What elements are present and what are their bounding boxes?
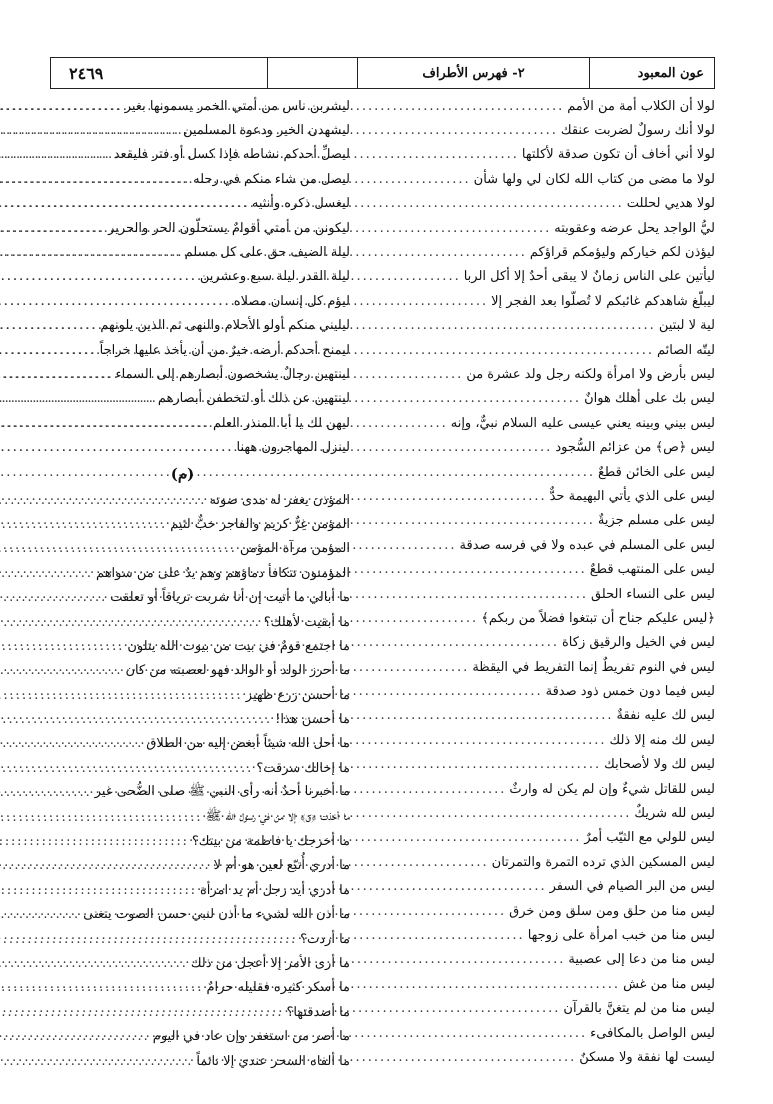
index-entry <box>380 460 715 484</box>
entry-text: ليليني منكم أولو الأحلام والنهى ثم الذين يلونهم <box>100 318 350 334</box>
dot-leader <box>0 590 110 605</box>
index-entry <box>380 875 715 899</box>
index-entry <box>15 216 350 240</box>
entry-text: ما أبقيت لأهلك؟ <box>263 614 350 630</box>
index-entry <box>380 1045 715 1069</box>
entry-text: ما أذن الله لشيء ما أذن لنبي حسن الصوت يتغنى <box>83 907 350 923</box>
index-entry <box>380 167 715 191</box>
entry-text: ليس على مسلم جزيةٌ <box>597 513 715 529</box>
index-entry <box>15 976 350 1000</box>
index-entry <box>15 561 350 585</box>
entry-text: ليس لك ولا لأصحابك <box>604 757 715 773</box>
index-entry <box>380 289 715 313</box>
dot-leader <box>0 712 275 727</box>
index-entry <box>380 557 715 581</box>
entry-text: لولا أن الكلاب أمة من الأمم <box>567 98 715 114</box>
index-entry <box>15 512 350 536</box>
entry-text: لينتهين عن ذلك أو لتخطفن أبصارهم <box>157 391 350 407</box>
entry-text: ما أدري أُتبّع لعين هو أم لا <box>213 858 350 874</box>
entry-text: ليس المسكين الذي ترده التمرة والتمرتان <box>491 854 715 870</box>
index-entry <box>15 634 350 658</box>
index-entry <box>15 143 350 167</box>
index-entry <box>380 679 715 703</box>
entry-text: ما أردت؟ <box>300 931 350 947</box>
index-entry <box>380 801 715 825</box>
entry-text: ليؤم كل إنسان مصلاه <box>233 293 350 309</box>
index-entry <box>380 655 715 679</box>
entry-text: ما أحل الله شيئاً أبغض إليه من الطلاق <box>146 736 350 752</box>
entry-text: المؤذن يغفر له مدى صوته <box>209 492 350 508</box>
index-entry <box>380 850 715 874</box>
index-entry <box>15 488 350 512</box>
entry-text: ما أحرز الولد أو الوالد فهو لعصبته من كان <box>125 663 350 679</box>
entry-text: ليس بأرض ولا امرأة ولكنه رجل ولد عشرة من <box>466 366 715 382</box>
index-entry <box>15 707 350 731</box>
entry-text: ليس ﴿ص﴾ من عزائم السُّجود <box>555 440 715 456</box>
index-entry <box>380 753 715 777</box>
entry-text: لولا ما مضى من كتاب الله لكان لي ولها شأن <box>473 171 715 187</box>
entry-text: ما أخذت ﴿ق﴾ إلا من في رسول الله ﷺ <box>205 808 350 824</box>
dot-leader <box>0 980 207 995</box>
index-entry <box>15 265 350 289</box>
entry-text: ما أحسن زرع ظهير <box>245 687 350 703</box>
index-entry <box>15 362 350 386</box>
dot-leader <box>0 615 264 630</box>
entry-text: ليشربن ناس من أمتي الخمر يسمونها بغير <box>124 98 350 114</box>
index-entry <box>380 411 715 435</box>
index-entry <box>15 387 350 411</box>
entry-text: ليست لها نفقة ولا مسكنٌ <box>579 1049 715 1065</box>
entry-text: ليس منا من لم يتغنَّ بالقرآن <box>563 1001 715 1017</box>
entry-text: ليس على الخائن قطعٌ <box>598 464 715 480</box>
index-entry <box>380 484 715 508</box>
entry-text: ما أحسن هذا! <box>275 712 350 728</box>
page-header <box>50 57 715 89</box>
dot-leader <box>0 367 116 382</box>
dot-leader <box>0 639 127 654</box>
dot-leader <box>0 440 237 455</box>
index-entry <box>15 585 350 609</box>
dot-leader <box>0 541 240 556</box>
index-entry <box>15 732 350 756</box>
entry-text: ليبلّغ شاهدكم غائبكم لا تُصلّوا بعد الفجر إلا <box>491 293 715 309</box>
dot-leader <box>0 1029 153 1044</box>
entry-text: ما أصدقتها؟ <box>286 1004 350 1020</box>
left-column-top <box>15 94 350 460</box>
index-entry <box>15 1024 350 1048</box>
dot-leader <box>0 172 193 187</box>
index-entry <box>15 167 350 191</box>
index-entry <box>380 948 715 972</box>
entry-text: ليس على الذي يأتي البهيمة حدٌّ <box>549 488 715 504</box>
index-entry <box>380 216 715 240</box>
dot-leader <box>0 416 213 431</box>
entry-text: المؤمن غِرٌّ كريم والفاجر خبٌّ لئيم <box>170 516 350 532</box>
dot-leader <box>0 688 246 703</box>
entry-text: ما اجتمع قومٌ في بيت من بيوت الله يتلون <box>127 638 350 654</box>
dot-leader <box>0 343 100 358</box>
dot-leader <box>0 956 191 971</box>
index-entry <box>15 192 350 216</box>
book-title: عون المعبود <box>589 58 714 88</box>
dot-leader <box>0 566 96 581</box>
entry-text: ليس على النساء الحلق <box>590 586 715 602</box>
index-entry <box>380 94 715 118</box>
entry-text: ليس الواصل بالمكافىء <box>590 1025 715 1041</box>
index-entry <box>15 338 350 362</box>
index-entry <box>380 338 715 362</box>
left-column <box>15 94 350 1073</box>
index-entry <box>15 951 350 975</box>
index-entry <box>15 411 350 435</box>
index-entry <box>15 659 350 683</box>
entry-text: ما أبالي ما أتيت إن أنا شربت ترياقاً أو تعلقت <box>110 590 350 606</box>
entry-text: ليس في الخيل والرقيق زكاة <box>561 635 715 651</box>
dot-leader <box>0 318 100 333</box>
dot-leader <box>0 245 185 260</box>
entry-text: ليمنح أحدكم أرضه خيرٌ من أن يأخذ عليها خراجاً <box>99 342 350 358</box>
dot-leader <box>0 785 95 800</box>
entry-text: ما أخرجك يا فاطمة من بيتك؟ <box>191 834 350 850</box>
entry-text: ليؤذن لكم خياركم وليؤمكم قراؤكم <box>529 245 715 261</box>
entry-text: ليس بيني وبينه يعني عيسى عليه السلام نبيٌّ، وإنه <box>450 415 715 431</box>
dot-leader <box>0 1005 286 1020</box>
entry-text: ليس لله شريكٌ <box>634 806 715 822</box>
dot-leader <box>0 761 256 776</box>
dot-leader <box>0 196 252 211</box>
index-entry <box>380 899 715 923</box>
entry-text: لينتهين رجالٌ يشخصون أبصارهم إلى السماء <box>115 366 350 382</box>
index-entry <box>380 509 715 533</box>
entry-text: ليس على المسلم في عبده ولا في فرسه صدقة <box>459 537 715 553</box>
dot-leader <box>0 99 125 114</box>
index-entry <box>15 854 350 878</box>
dot-leader <box>0 810 206 825</box>
entry-text: ﴿ليس عليكم جناح أن تبتغوا فضلاً من ربكم﴾ <box>481 610 715 626</box>
entry-text: ليس للولي مع الثيّب أمرٌ <box>584 830 715 846</box>
entry-text: لولا هديي لحللت <box>626 196 715 212</box>
dot-leader <box>0 858 214 873</box>
entry-text: ليس لك منه إلا ذلك <box>609 732 715 748</box>
dot-leader <box>0 221 108 236</box>
index-entry <box>380 631 715 655</box>
entry-text: ما أدري أيد رجل أم يد امرأة <box>199 882 350 898</box>
entry-text: لولا أنك رسولٌ لضربت عنقك <box>560 123 715 139</box>
index-entry <box>15 781 350 805</box>
index-entry <box>380 314 715 338</box>
entry-text: ما أصر من استغفر وإن عاد في اليوم <box>152 1029 350 1045</box>
entry-text: ليس منا من خبب امرأة على زوجها <box>527 927 715 943</box>
entry-text: ليتّه الصائم <box>657 342 715 358</box>
index-entry <box>380 972 715 996</box>
index-entry <box>380 192 715 216</box>
index-entry <box>380 143 715 167</box>
index-entry <box>15 94 350 118</box>
entry-text: ما ألفاه السحر عندي إلا نائماً <box>196 1053 350 1069</box>
index-entry <box>380 996 715 1020</box>
dot-leader <box>0 834 192 849</box>
index-entry <box>380 362 715 386</box>
dot-leader <box>0 932 300 947</box>
index-entry <box>15 610 350 634</box>
index-entry <box>380 826 715 850</box>
index-entry <box>380 240 715 264</box>
entry-text: ليلة الضيف حق على كل مسلم <box>184 245 350 261</box>
index-entry <box>15 537 350 561</box>
dot-leader <box>0 147 114 162</box>
entry-text: ما أرى الأمر إلا أعجل من ذلك <box>190 955 350 971</box>
entry-text: ليصلِّ أحدكم نشاطه فإذا كسل أو فتر فليقعد <box>113 147 350 163</box>
header-empty-cell <box>267 58 357 88</box>
entry-text: ليأتين على الناس زمانٌ لا يبقى أحدٌ إلا أكل الربا <box>463 269 715 285</box>
index-entry <box>380 582 715 606</box>
entry-text: ليكونن من أمتي أقوامٌ يستحلّون الحر والحرير <box>108 220 350 236</box>
index-entry <box>15 829 350 853</box>
index-entry <box>15 756 350 780</box>
index-entry <box>15 435 350 459</box>
index-entry <box>15 927 350 951</box>
left-column-bottom <box>15 488 350 1073</box>
section-heading: (م) <box>170 464 195 483</box>
index-entry <box>380 435 715 459</box>
index-entry <box>15 289 350 313</box>
index-entry <box>380 265 715 289</box>
dot-leader <box>0 294 234 309</box>
entry-text: ليس منا من حلق ومن سلق ومن خرق <box>509 903 715 919</box>
index-entry <box>380 777 715 801</box>
entry-text: ليصل من شاء منكم في رحله <box>193 171 350 187</box>
index-entry <box>15 118 350 142</box>
index-entry <box>380 533 715 557</box>
dot-leader <box>0 663 125 678</box>
entry-text: ليُّ الواجد يحل عرضه وعقوبته <box>554 220 715 236</box>
entry-text: ليلة القدر ليلة سبع وعشرين <box>199 269 350 285</box>
index-entry <box>380 728 715 752</box>
entry-text: المؤمن مرآة المؤمن <box>239 541 350 557</box>
entry-text: ليس بك على أهلك هوانٌ <box>584 391 715 407</box>
entry-text: ليس منا من دعا إلى عصبية <box>568 952 715 968</box>
entry-text: لية لا لبتين <box>658 318 715 334</box>
entry-text: ليس للقاتل شيءٌ وإن لم يكن له وارثٌ <box>509 781 715 797</box>
entry-text: ليشهدن الخير ودعوة المسلمين <box>183 123 350 139</box>
entry-text: ليس لك عليه نفقةٌ <box>616 708 715 724</box>
entry-text: ليهن لك يا أبا المنذر العلم <box>212 415 350 431</box>
entry-text: ما إخالك سرقت؟ <box>256 760 350 776</box>
index-entry <box>15 1049 350 1073</box>
page-number: ٢٤٦٩ <box>69 63 104 83</box>
dot-leader <box>0 123 183 138</box>
index-entry <box>15 1000 350 1024</box>
entry-text: ليغسل ذكره وأنثيه <box>251 196 350 212</box>
dot-leader <box>0 883 200 898</box>
entry-text: ليس في النوم تفريطٌ إنما التفريط في اليقظة <box>472 659 715 675</box>
index-entry <box>15 903 350 927</box>
index-entry <box>380 118 715 142</box>
index-entry <box>15 805 350 829</box>
dot-leader <box>0 269 200 284</box>
entry-text: ما أسكر كثيره فقليله حرامٌ <box>206 980 350 996</box>
index-entry <box>15 314 350 338</box>
dot-leader <box>0 517 170 532</box>
entry-text: ليس من البر الصيام في السفر <box>549 879 715 895</box>
entry-text: لينزل المهاجرون ههنا <box>236 440 350 456</box>
index-entry <box>380 606 715 630</box>
index-entry <box>380 1021 715 1045</box>
dot-leader <box>0 391 158 406</box>
dot-leader <box>0 1054 196 1069</box>
entry-text: ليس منا من غش <box>623 976 715 992</box>
entry-text: ليس فيما دون خمس ذود صدقة <box>545 684 715 700</box>
index-entry <box>15 878 350 902</box>
right-column <box>380 94 715 1070</box>
dot-leader <box>0 736 146 751</box>
dot-leader <box>0 493 209 508</box>
entry-text: المؤمنون تتكافأ دماؤهم وهم يدٌ على من سواهم <box>96 565 350 581</box>
index-entry <box>380 923 715 947</box>
entry-text: ما أخبرنا أحدٌ أنه رأى النبي ﷺ صلى الضُّحى غير <box>94 784 350 800</box>
index-entry <box>380 704 715 728</box>
index-entry <box>15 683 350 707</box>
index-entry <box>15 240 350 264</box>
index-title: ٢- فهرس الأطراف <box>357 58 589 88</box>
dot-leader <box>0 907 83 922</box>
entry-text: ليس على المنتهب قطعٌ <box>589 562 715 578</box>
entry-text: لولا أني أخاف أن تكون صدقة لأكلتها <box>521 147 715 163</box>
index-entry <box>380 387 715 411</box>
